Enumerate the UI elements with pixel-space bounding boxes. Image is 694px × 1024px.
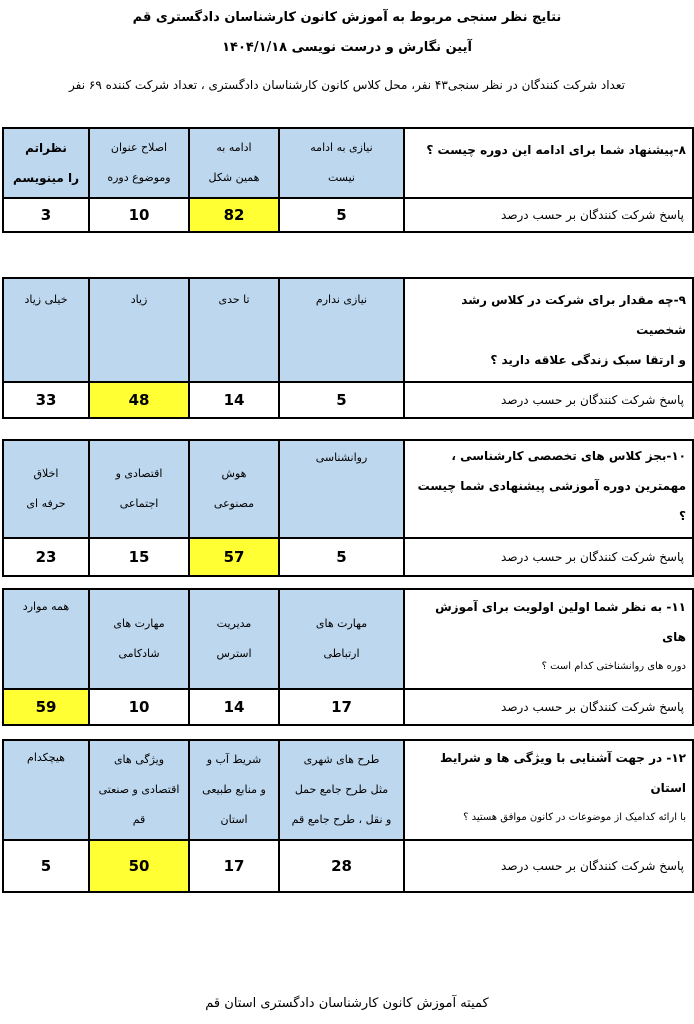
option-header: هوش مصنوعی [189, 440, 279, 538]
option-value: 14 [189, 689, 279, 725]
option-value: 23 [3, 538, 89, 576]
option-header: نظراتم را مینویسم [3, 128, 89, 198]
option-header: تا حدی [189, 278, 279, 382]
option-header: زیاد [89, 278, 189, 382]
option-header: نیازی به ادامه نیست [279, 128, 404, 198]
answer-row-label: پاسخ شرکت کنندگان بر حسب درصد [404, 382, 693, 418]
option-header: طرح های شهری مثل طرح جامع حمل و نقل ، طرح جامع قم [279, 740, 404, 840]
question-table-11 [2, 588, 694, 726]
option-value: 17 [189, 840, 279, 892]
option-value: 3 [3, 198, 89, 232]
option-value: 33 [3, 382, 89, 418]
option-header: همه موارد [3, 589, 89, 689]
option-value-highlighted: 48 [89, 382, 189, 418]
option-value: 5 [3, 840, 89, 892]
option-value-highlighted: 57 [189, 538, 279, 576]
option-header: ادامه به همین شکل [189, 128, 279, 198]
question-table-8 [2, 127, 694, 233]
option-header: مهارت های شادکامی [89, 589, 189, 689]
question-text: ۹-چه مقدار برای شرکت در کلاس رشد شخصیت و ارتقا سبک زندگی علاقه دارید ؟ [404, 278, 693, 382]
question-table-10 [2, 439, 694, 577]
option-value: 28 [279, 840, 404, 892]
option-header: روانشناسی [279, 440, 404, 538]
option-value: 5 [279, 538, 404, 576]
option-value-highlighted: 59 [3, 689, 89, 725]
option-header: نیازی ندارم [279, 278, 404, 382]
option-value: 14 [189, 382, 279, 418]
option-header: مدیریت استرس [189, 589, 279, 689]
report-subtitle-date: آیین نگارش و درست نویسی ۱۴۰۴/۱/۱۸ [222, 40, 472, 55]
option-header: اقتصادی و اجتماعی [89, 440, 189, 538]
option-header: مهارت های ارتباطی [279, 589, 404, 689]
option-value: 10 [89, 689, 189, 725]
answer-row-label: پاسخ شرکت کنندگان بر حسب درصد [404, 840, 693, 892]
option-header: هیچکدام [3, 740, 89, 840]
answer-row-label: پاسخ شرکت کنندگان بر حسب درصد [404, 689, 693, 725]
question-table-9 [2, 277, 694, 419]
question-text: ۱۲- در جهت آشنایی با ویژگی ها و شرایط استان با ارائه کدامیک از موضوعات در کانون موافق هستید ؟ [404, 740, 693, 840]
question-text: ۸-پیشنهاد شما برای ادامه این دوره چیست ؟ [404, 128, 693, 198]
question-text: ۱۱- به نظر شما اولین اولویت برای آموزش های دوره های روانشناختی کدام است ؟ [404, 589, 693, 689]
option-value: 10 [89, 198, 189, 232]
question-text: ۱۰-بجز کلاس های تخصصی کارشناسی ، مهمترین دوره آموزشی پیشنهادی شما چیست ؟ [404, 440, 693, 538]
answer-row-label: پاسخ شرکت کنندگان بر حسب درصد [404, 198, 693, 232]
option-header: اصلاح عنوان وموضوع دوره [89, 128, 189, 198]
answer-row-label: پاسخ شرکت کنندگان بر حسب درصد [404, 538, 693, 576]
option-header: شریط آب و و منابع طبیعی استان [189, 740, 279, 840]
participants-info: تعداد شرکت کنندگان در نظر سنجی۴۳ نفر، محل کلاس کانون کارشناسان دادگستری ، تعداد شرکت کننده ۶۹ نفر [69, 78, 625, 92]
question-table-12 [2, 739, 694, 893]
option-value-highlighted: 82 [189, 198, 279, 232]
option-value: 5 [279, 198, 404, 232]
option-header: خیلی زیاد [3, 278, 89, 382]
option-value: 5 [279, 382, 404, 418]
footer-committee: کمیته آموزش کانون کارشناسان دادگستری استان قم [205, 996, 489, 1011]
option-header: اخلاق حرفه ای [3, 440, 89, 538]
option-value: 17 [279, 689, 404, 725]
report-title: نتایج نظر سنجی مربوط به آموزش کانون کارشناسان دادگستری قم [132, 10, 562, 25]
option-value-highlighted: 50 [89, 840, 189, 892]
option-value: 15 [89, 538, 189, 576]
option-header: ویژگی های اقتصادی و صنعتی قم [89, 740, 189, 840]
